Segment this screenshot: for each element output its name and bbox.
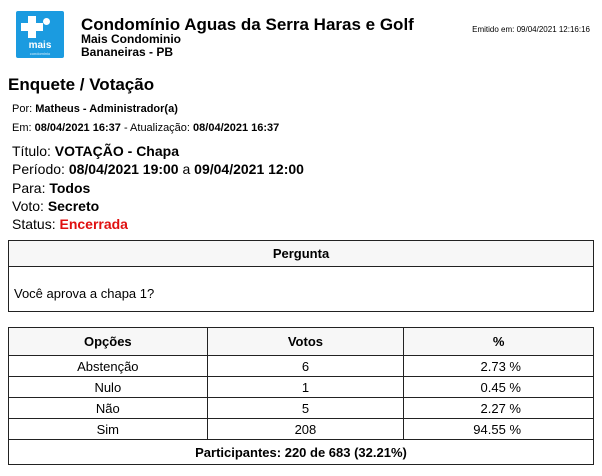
mais-condominio-logo [16,11,64,58]
poll-title-line [12,143,179,159]
participants-row [9,440,594,465]
option-cell: Sim [9,419,208,440]
option-cell: Abstenção [9,356,208,377]
option-cell: Nulo [9,377,208,398]
poll-title-label: Título: [12,143,51,159]
votes-cell: 6 [207,356,404,377]
poll-period-label: Período: [12,161,65,177]
emitted-timestamp: Emitido em: 09/04/2021 12:16:16 [472,25,590,34]
table-row [9,356,594,377]
organization-company: Mais Condominio [81,32,181,46]
poll-vote-type-line [12,198,99,214]
poll-period-separator: a [182,161,191,177]
report-header [16,11,590,63]
author-line [12,103,178,116]
poll-audience-value: Todos [49,180,91,196]
poll-audience-label: Para: [12,180,46,196]
updated-value: 08/04/2021 16:37 [193,122,280,134]
organization-location: Bananeiras - PB [81,45,174,59]
percent-cell: 0.45 % [404,377,594,398]
created-label: Em: [12,122,32,134]
percent-cell: 2.73 % [404,356,594,377]
poll-vote-type-label: Voto: [12,198,44,214]
participants-total: Participantes: 220 de 683 (32.21%) [9,440,594,465]
author-value: Matheus - Administrador(a) [35,103,178,115]
poll-status-label: Status: [12,216,56,232]
status-badge: Encerrada [59,216,128,232]
results-table [8,327,594,465]
poll-period-start: 08/04/2021 19:00 [68,161,179,177]
created-value: 08/04/2021 16:37 [34,122,121,134]
poll-status-line [12,216,128,232]
logo-dot [43,18,50,25]
logo-cross-bar [21,23,43,31]
table-row [9,377,594,398]
question-text: Você aprova a chapa 1? [14,286,155,301]
column-header-votes: Votos [207,328,404,356]
question-box [8,240,594,312]
votes-cell: 5 [207,398,404,419]
percent-cell: 94.55 % [404,419,594,440]
logo-brand-subtext: condominio [29,51,51,56]
poll-vote-type-value: Secreto [47,198,100,214]
logo-brand-text: mais [28,40,52,51]
table-row [9,398,594,419]
results-header-row [9,328,594,356]
column-header-options: Opções [9,328,208,356]
question-header: Pergunta [9,241,593,267]
option-cell: Não [9,398,208,419]
table-row [9,419,594,440]
poll-title-value: VOTAÇÃO - Chapa [54,143,179,159]
column-header-percent: % [404,328,594,356]
author-label: Por: [12,103,33,115]
dates-line [12,122,279,135]
percent-cell: 2.27 % [404,398,594,419]
votes-cell: 1 [207,377,404,398]
poll-period-end: 09/04/2021 12:00 [194,161,304,177]
page-title: Enquete / Votação [8,75,155,94]
organization-name: Condomínio Aguas da Serra Haras e Golf [81,15,414,34]
votes-cell: 208 [207,419,404,440]
poll-period-line [12,161,304,177]
poll-audience-line [12,180,90,196]
updated-label: - Atualização: [123,122,190,134]
